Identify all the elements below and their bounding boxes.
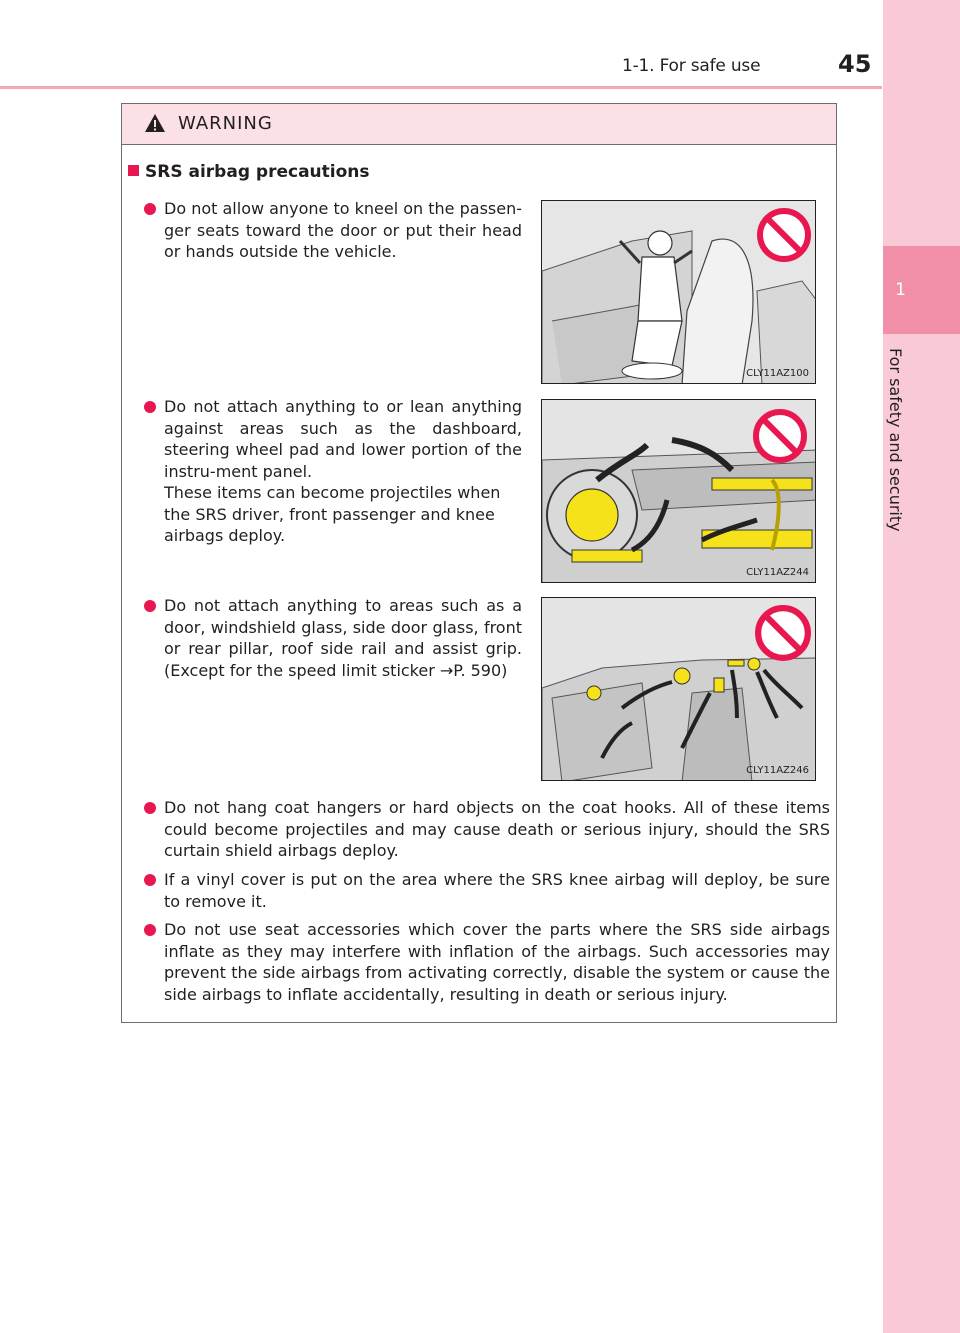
warning-header [122,104,836,145]
bullet-text: Do not attach anything to or lean anything against areas such as the dashboard, steering wheel pad and lower portion of the instru-ment panel. [164,397,522,481]
header-rule [0,86,882,89]
bullet-text: Do not attach anything to areas such as a door, windshield glass, side door glass, front or rear pillar, roof side rail and assist grip. (Except for the speed limit sticker →P. 590) [164,596,522,680]
bullet-dot-icon [144,203,156,215]
bullet-text: Do not use seat accessories which cover the parts where the SRS side airbags inflate as they may interfere with inflation of the airbags. Such accessories may prevent the side airbags from activating correctly, disable the system or cause the side airbags to inflate accidentally, resulting in death or serious injury. [164,920,830,1004]
bullet-dot-icon [144,802,156,814]
figure-code: CLY11AZ246 [746,765,809,776]
bullet-text: Do not hang coat hangers or hard objects on the coat hooks. All of these items could become projectiles and may cause death or serious injury, should the SRS curtain shield airbags deploy. [164,798,830,860]
section-title: 1-1. For safe use [622,56,761,76]
bullet-item-4 [164,797,830,862]
chapter-tab [883,246,960,334]
square-bullet-icon [128,165,139,176]
figure-interior-objects [541,597,816,781]
bullet-dot-icon [144,924,156,936]
side-tab [883,0,960,1333]
bullet-item-3 [164,595,522,681]
prohibited-icon [756,207,812,263]
bullet-dot-icon [144,600,156,612]
figure-code: CLY11AZ244 [746,567,809,578]
bullet-item-2 [164,396,522,547]
chapter-title: For safety and security [886,348,905,532]
prohibited-icon [754,604,812,662]
warning-box [121,103,837,1023]
chapter-number: 1 [895,280,906,300]
bullet-text: If a vinyl cover is put on the area where the SRS knee airbag will deploy, be sure to remove it. [164,870,830,911]
bullet-text-continued: These items can become projectiles when the SRS driver, front passenger and knee airbags deploy. [164,483,501,545]
figure-kneeling-passenger [541,200,816,384]
figure-code: CLY11AZ100 [746,368,809,379]
warning-label: WARNING [178,113,273,134]
chapter-title-wrap [885,348,911,532]
bullet-text: Do not allow anyone to kneel on the passen-ger seats toward the door or put their head or hands outside the vehicle. [164,199,522,261]
bullet-item-6 [164,919,830,1005]
prohibited-icon [752,408,808,464]
bullet-dot-icon [144,401,156,413]
page-number: 45 [838,50,872,78]
bullet-item-1 [164,198,522,263]
section-heading [128,162,370,182]
bullet-dot-icon [144,874,156,886]
section-heading-text: SRS airbag precautions [145,162,370,182]
figure-dashboard-objects [541,399,816,583]
bullet-item-5 [164,869,830,912]
warning-triangle-icon [144,113,166,133]
